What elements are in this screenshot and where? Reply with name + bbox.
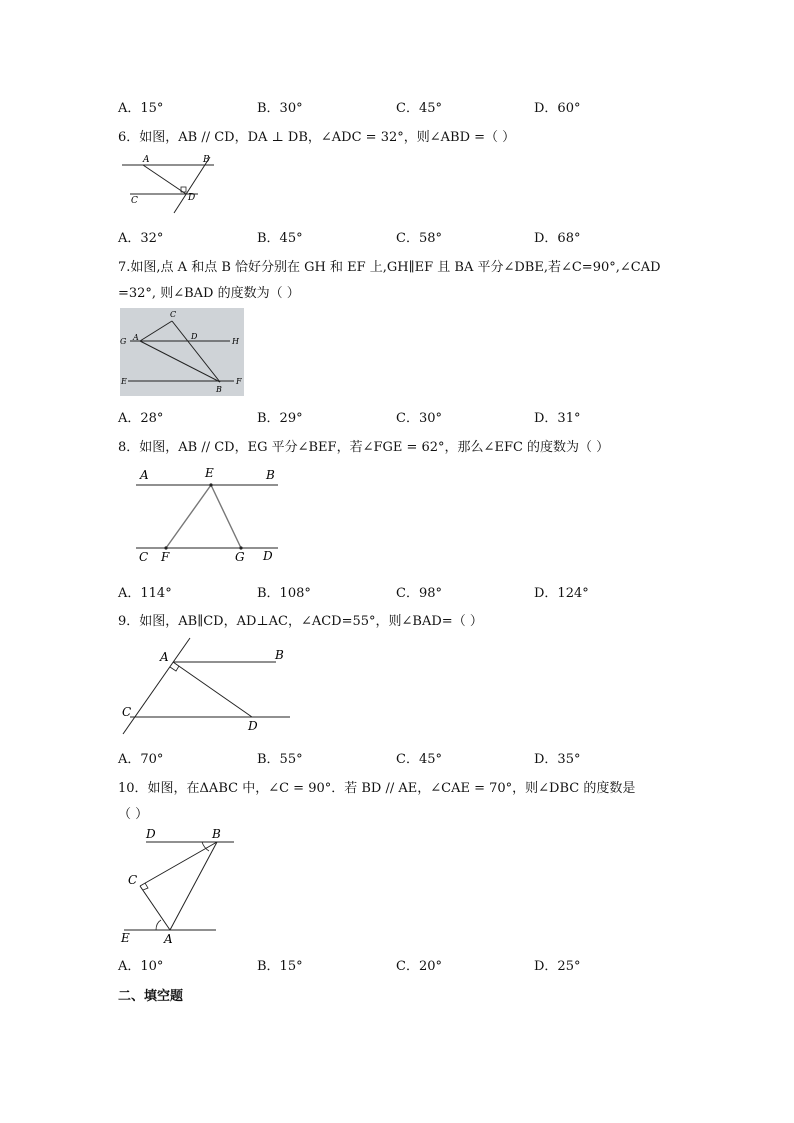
q8-figure: [132, 462, 282, 568]
q9-label-c: C: [122, 705, 132, 719]
q10-label-e: E: [121, 931, 130, 945]
q10-option-d: D．25°: [534, 959, 581, 974]
q6-label-b: B: [203, 155, 210, 165]
q7-figure-background: [120, 308, 244, 396]
q10-label-d: D: [146, 827, 156, 841]
q7-option-d: D．31°: [534, 411, 581, 426]
q8-label-f: F: [161, 550, 170, 564]
q8-label-e: E: [205, 466, 214, 480]
q9-label-d: D: [248, 719, 258, 733]
q5-option-b: B．30°: [257, 101, 303, 116]
q9-label-b: B: [275, 648, 284, 662]
q7-option-a: A．28°: [118, 411, 164, 426]
q9-segment-ad: [173, 662, 252, 717]
q8-option-b: B．108°: [257, 586, 311, 601]
q7-label-b: B: [216, 385, 222, 394]
q8-point-e: [209, 483, 212, 486]
q7-question-line2: =32°, 则∠BAD 的度数为（ ）: [118, 286, 300, 301]
q10-segment-ca: [140, 886, 170, 930]
q5-option-c: C．45°: [396, 101, 442, 116]
q6-label-d: D: [188, 193, 196, 203]
q7-option-c: C．30°: [396, 411, 442, 426]
q8-label-g: G: [235, 550, 245, 564]
q6-option-a: A．32°: [118, 231, 164, 246]
q8-label-d: D: [263, 549, 273, 563]
q9-figure: [118, 636, 294, 736]
q8-option-d: D．124°: [534, 586, 589, 601]
q8-label-c: C: [139, 550, 149, 564]
q6-option-c: C．58°: [396, 231, 442, 246]
q10-option-c: C．20°: [396, 959, 442, 974]
q6-question-text: 6．如图，AB // CD，DA ⊥ DB，∠ADC = 32°，则∠ABD =（ ）: [118, 130, 516, 145]
q5-option-d: D．60°: [534, 101, 581, 116]
q9-label-a: A: [160, 650, 169, 664]
q10-option-b: B．15°: [257, 959, 303, 974]
q9-option-d: D．35°: [534, 752, 581, 767]
q7-figure: [120, 308, 244, 396]
q6-label-c: C: [131, 196, 138, 206]
q7-label-c: C: [170, 310, 177, 319]
q9-right-angle-mark: [170, 666, 179, 671]
q9-option-c: C．45°: [396, 752, 442, 767]
q8-label-b: B: [266, 468, 275, 482]
q9-option-b: B．55°: [257, 752, 303, 767]
q6-option-d: D．68°: [534, 231, 581, 246]
q6-figure: [118, 152, 218, 216]
q7-label-e: E: [121, 377, 127, 386]
q5-option-a: A．15°: [118, 101, 164, 116]
q7-label-g: G: [120, 337, 127, 346]
q6-segment-ad: [143, 165, 186, 194]
q10-label-a: A: [164, 932, 173, 946]
q8-option-c: C．98°: [396, 586, 442, 601]
q7-question-line1: 7.如图,点 A 和点 B 恰好分别在 GH 和 EF 上,GH∥EF 且 BA 平分∠DBE,若∠C=90°,∠CAD: [118, 260, 661, 275]
section-title: 二、填空题: [118, 989, 184, 1004]
q7-label-d: D: [191, 332, 198, 341]
q10-angle-arc-a: [156, 920, 161, 930]
q10-question-line1: 10．如图，在ΔABC 中，∠C = 90°．若 BD // AE，∠CAE = 70°，则∠DBC 的度数是: [118, 781, 636, 796]
q9-option-a: A．70°: [118, 752, 164, 767]
q10-figure: [118, 826, 244, 948]
q10-option-a: A．10°: [118, 959, 164, 974]
q8-segment-ef: [166, 485, 211, 548]
q6-label-a: A: [143, 155, 150, 165]
q8-option-a: A．114°: [118, 586, 172, 601]
q9-line-ac: [123, 638, 190, 734]
q8-segment-eg: [211, 485, 241, 548]
q7-label-f: F: [236, 377, 242, 386]
q6-option-b: B．45°: [257, 231, 303, 246]
q10-question-line2: （ ）: [118, 807, 149, 822]
q10-label-b: B: [212, 827, 221, 841]
q9-question-text: 9．如图，AB∥CD，AD⊥AC，∠ACD=55°，则∠BAD=（ ）: [118, 614, 483, 629]
q8-label-a: A: [140, 468, 149, 482]
q10-label-c: C: [128, 873, 138, 887]
q7-label-h: H: [232, 337, 239, 346]
q7-label-a: A: [133, 333, 139, 342]
q8-question-text: 8．如图，AB // CD，EG 平分∠BEF，若∠FGE = 62°，那么∠EFC 的度数为（ ）: [118, 440, 610, 455]
q7-option-b: B．29°: [257, 411, 303, 426]
